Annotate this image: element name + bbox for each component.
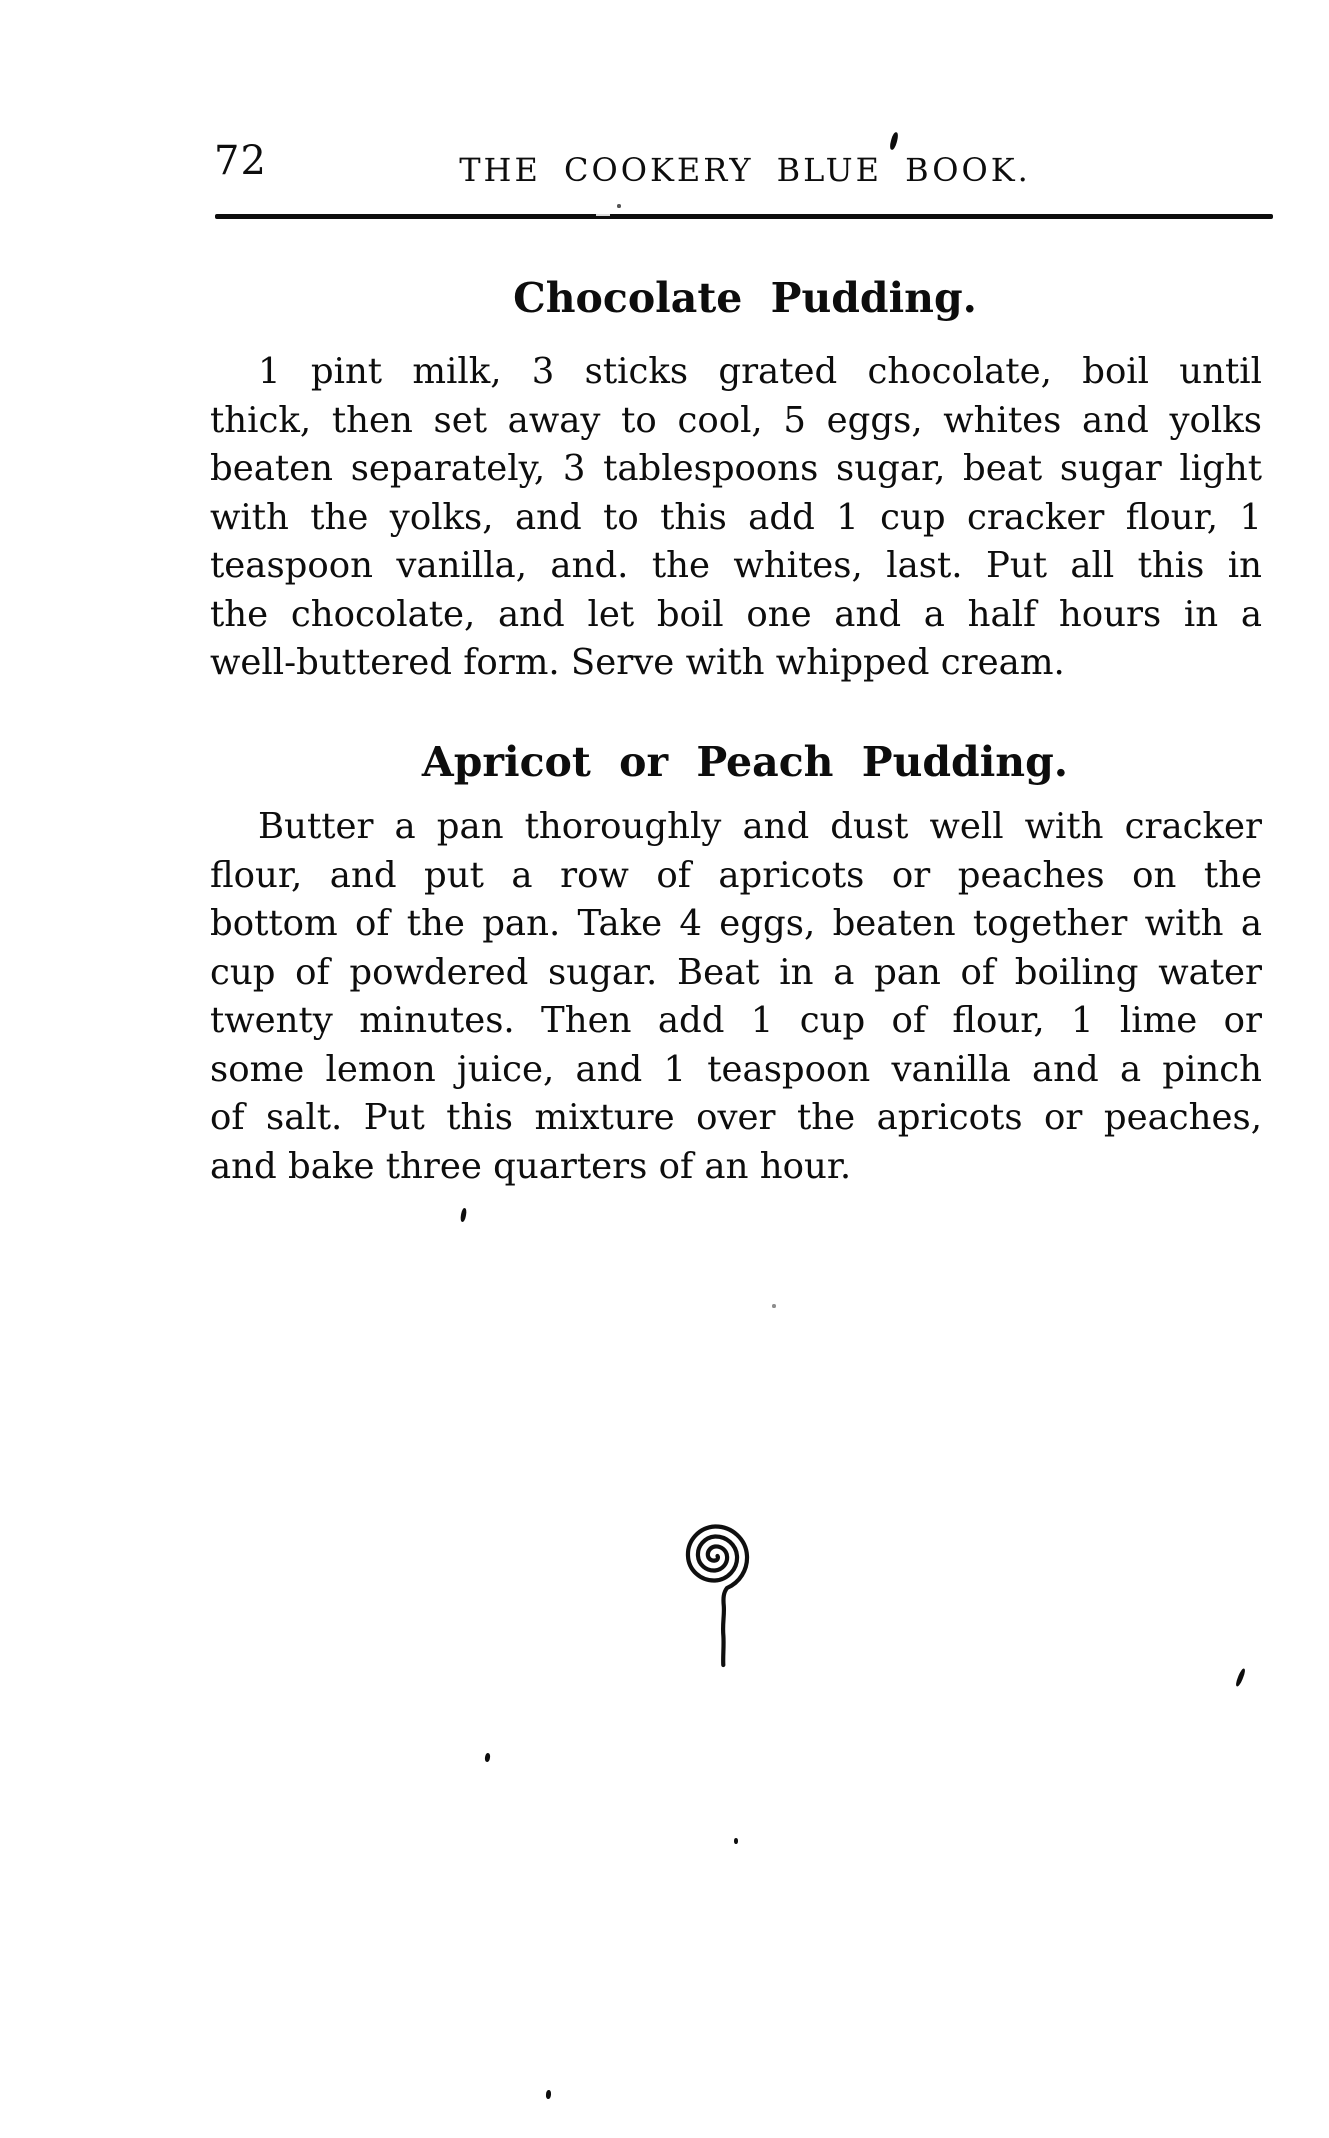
text-line: twenty minutes. Then add 1 cup of flour, 1 lime or <box>210 1000 1262 1041</box>
text-line: bottom of the pan. Take 4 eggs, beaten together with a <box>210 903 1262 944</box>
running-head <box>210 138 1280 190</box>
ink-speck <box>1235 1668 1247 1687</box>
text-line: teaspoon vanilla, and. the whites, last. Put all this in <box>210 545 1262 586</box>
recipe-body-chocolate-pudding <box>210 348 1262 688</box>
text-line: 1 pint milk, 3 sticks grated chocolate, boil until <box>258 351 1262 392</box>
spiral-tailpiece-ornament <box>675 1516 755 1668</box>
recipe-heading-chocolate-pudding: Chocolate Pudding. <box>513 274 977 322</box>
ink-speck <box>617 204 621 208</box>
page-number: 72 <box>214 138 267 184</box>
text-line: cup of powdered sugar. Beat in a pan of boiling water <box>210 951 1262 993</box>
recipe-heading-apricot-peach-pudding: Apricot or Peach Pudding. <box>421 738 1069 786</box>
ink-speck <box>772 1304 776 1308</box>
text-line: Butter a pan thoroughly and dust well with cracker <box>258 806 1262 847</box>
text-line: beaten separately, 3 tablespoons sugar, beat sugar light <box>210 448 1262 489</box>
text-line: flour, and put a row of apricots or peaches on the <box>210 854 1262 896</box>
text-line: the chocolate, and let boil one and a half hours in a <box>210 593 1262 635</box>
ink-speck <box>460 1208 467 1223</box>
text-line: well-buttered form. Serve with whipped cream. <box>210 642 1065 683</box>
text-line: and bake three quarters of an hour. <box>210 1145 852 1187</box>
ink-speck <box>546 2090 552 2099</box>
running-title: THE COOKERY BLUE BOOK. <box>459 151 1031 189</box>
text-line: with the yolks, and to this add 1 cup cracker flour, 1 <box>210 496 1262 538</box>
ink-speck <box>734 1838 738 1844</box>
head-rule-gap <box>596 214 610 216</box>
recipe-body-apricot-peach-pudding <box>210 803 1262 1191</box>
text-line: thick, then set away to cool, 5 eggs, whites and yolks <box>210 399 1262 441</box>
head-rule <box>215 214 1273 219</box>
text-line: of salt. Put this mixture over the apricots or peaches, <box>210 1097 1262 1138</box>
ink-speck <box>484 1753 490 1763</box>
text-line: some lemon juice, and 1 teaspoon vanilla and a pinch <box>210 1048 1262 1090</box>
